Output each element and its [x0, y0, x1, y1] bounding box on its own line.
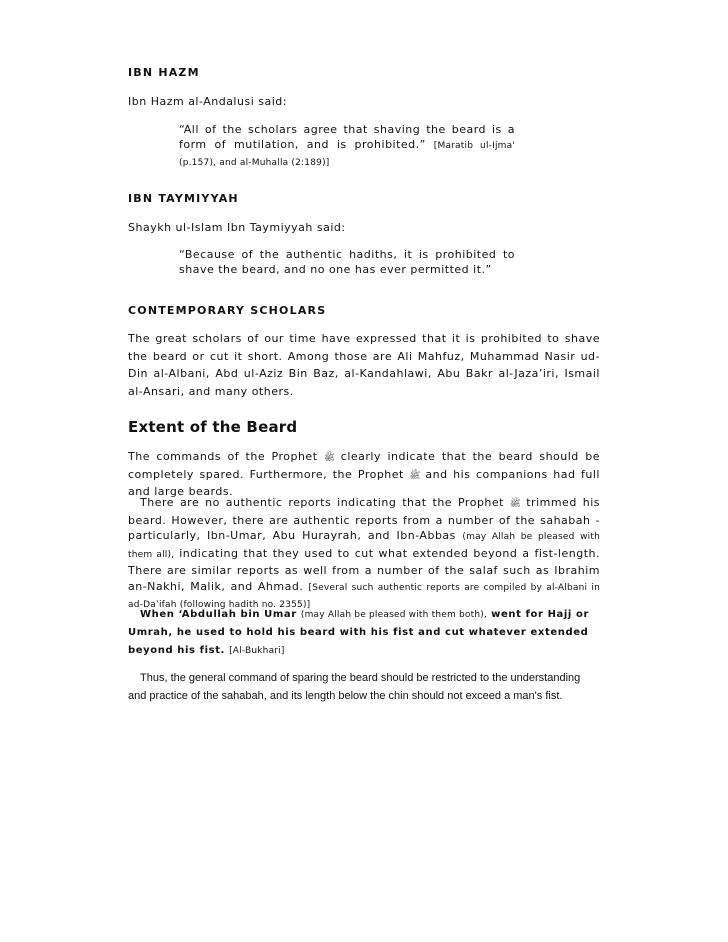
extent-p2-parenthetical: (may Allah be pleased with them all),: [128, 532, 600, 560]
section-heading-extent: Extent of the Beard: [128, 418, 298, 436]
ibn-hazm-quote-block: [179, 122, 515, 171]
hadith-reference: [Al-Bukhari]: [229, 646, 285, 656]
extent-p1-part-a: The commands of the Prophet: [128, 450, 318, 463]
hadith-parenthetical: (may Allah be pleased with them both),: [300, 610, 488, 620]
section-heading-ibn-hazm: IBN HAZM: [128, 66, 200, 79]
extent-p2-part-a: There are no authentic reports indicating that the Prophet: [140, 496, 504, 509]
ibn-taymiyyah-intro: Shaykh ul-Islam Ibn Taymiyyah said:: [128, 221, 346, 234]
extent-p2-reference: [Several such authentic reports are compiled by al-Albani in ad-Da’ifah (following hadith no. 2355)]: [128, 582, 600, 610]
salutation-glyph: ﷺ: [323, 453, 335, 463]
extent-p2-part-b: trimmed his beard. However, there are authentic reports from a number of the sahabah - particularly, Ibn-Umar, Abu Hurayrah, and Ibn-Abbas: [128, 496, 600, 542]
salutation-glyph: ﷺ: [409, 470, 421, 481]
hadith-part-b: went for Hajj or Umrah, he used to hold his beard with his fist and cut whatever extended beyond his fist.: [128, 609, 590, 656]
extent-p2-part-c: indicating that they used to cut what extended beyond a fist-length. There are similar reports as well from a number of the salaf such as Ibrahim an-Nakhi, Malik, and Ahmad.: [128, 546, 600, 593]
contemporary-text: The great scholars of our time have expressed that it is prohibited to shave the beard or cut it short. Among those are Ali Mahfuz, Muhammad Nasir ud-Din al-Albani, Abd ul-Aziz Bin Baz, al-Kandahlawi, Abu Bakr al-Jaza’iri, Ismail al-Ansari, and many others.: [128, 332, 600, 398]
extent-p1-part-b: clearly indicate that the beard should be completely spared. Furthermore, the Prophet: [128, 450, 600, 481]
extent-paragraph-1: [128, 449, 600, 500]
salutation-glyph: ﷺ: [509, 499, 521, 509]
section-heading-contemporary: CONTEMPORARY SCHOLARS: [128, 304, 327, 317]
conclusion-paragraph: Thus, the general command of sparing the beard should be restricted to the understanding and practice of the sahabah, and its length below the chin should not exceed a man's fist.: [128, 672, 581, 702]
section-heading-ibn-taymiyyah: IBN TAYMIYYAH: [128, 192, 239, 205]
hadith-part-a: When ‘Abdullah bin Umar: [140, 609, 297, 620]
extent-paragraph-2: [128, 495, 600, 614]
ibn-hazm-quote: “All of the scholars agree that shaving the beard is a form of mutilation, and is prohibited.”: [179, 123, 515, 151]
ibn-hazm-reference: [Maratib ul-Ijma' (p.157), and al-Muhalla (2:189)]: [179, 141, 516, 168]
hadith-block: [128, 606, 600, 660]
ibn-taymiyyah-quote: “Because of the authentic hadiths, it is prohibited to shave the beard, and no one has ever permitted it.”: [179, 248, 515, 276]
extent-p1-part-c: and his companions had full and large beards.: [128, 467, 600, 498]
ibn-hazm-intro: Ibn Hazm al-Andalusi said:: [128, 95, 287, 108]
